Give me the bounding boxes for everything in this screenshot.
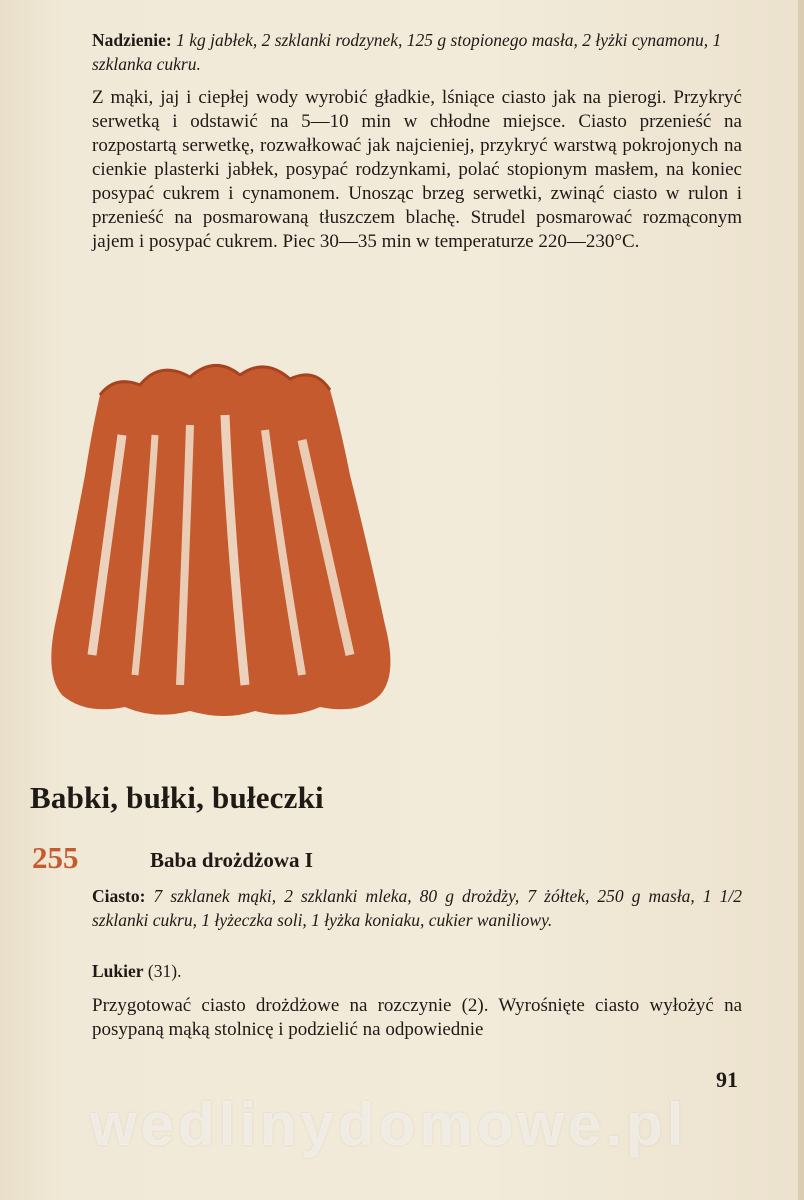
icing-reference <box>92 959 742 983</box>
filling-label: Nadzienie: <box>92 30 172 50</box>
baba-mold-illustration <box>40 355 405 720</box>
section-title: Babki, bułki, bułeczki <box>30 780 324 815</box>
icing-text: (31). <box>143 961 182 981</box>
page-edge <box>798 0 804 1200</box>
recipe-number: 255 <box>32 840 79 875</box>
dough-text: 7 szklanek mąki, 2 szklanki mleka, 80 g drożdży, 7 żółtek, 250 g masła, 1 1/2 szklanki cukru, 1 łyżeczka soli, 1 łyżka koniaku, cukier waniliowy. <box>92 886 742 930</box>
watermark: wedlinydomowe.pl <box>90 1091 688 1158</box>
page-number: 91 <box>716 1067 738 1092</box>
baba-instructions: Przygotować ciasto drożdżowe na rozczynie (2). Wyrośnięte ciasto wyłożyć na posypaną mąką stolnicę i podzielić na odpowiednie <box>92 995 742 1040</box>
filling-text: 1 kg jabłek, 2 szklanki rodzynek, 125 g stopionego masła, 2 łyżki cynamonu, 1 szklanka cukru. <box>92 30 722 74</box>
strudel-instructions: Z mąki, jaj i ciepłej wody wyrobić gładkie, lśniące ciasto jak na pierogi. Przykryć serwetką i odstawić na 5—10 min w chłodne miejsce. Ciasto przenieść na rozpostartą serwetkę, rozwałkować jak najcieniej, przykryć warstwą pokrojonych na cienkie plasterki jabłek, posypać rodzynkami, polać stopionym masłem, na koniec posypać cukrem i cynamonem. Unosząc brzeg serwetki, zwinąć ciasto w rulon i przenieść na posmarowaną tłuszczem blachę. Strudel posmarować rozmąconym jajem i posypać cukrem. Piec 30—35 min w temperaturze 220—230°C. <box>92 87 742 252</box>
icing-label: Lukier <box>92 961 144 981</box>
filling-ingredients <box>92 28 742 76</box>
recipe-title: Baba drożdżowa I <box>150 848 313 872</box>
dough-label: Ciasto: <box>92 886 146 906</box>
dough-ingredients <box>92 884 742 932</box>
